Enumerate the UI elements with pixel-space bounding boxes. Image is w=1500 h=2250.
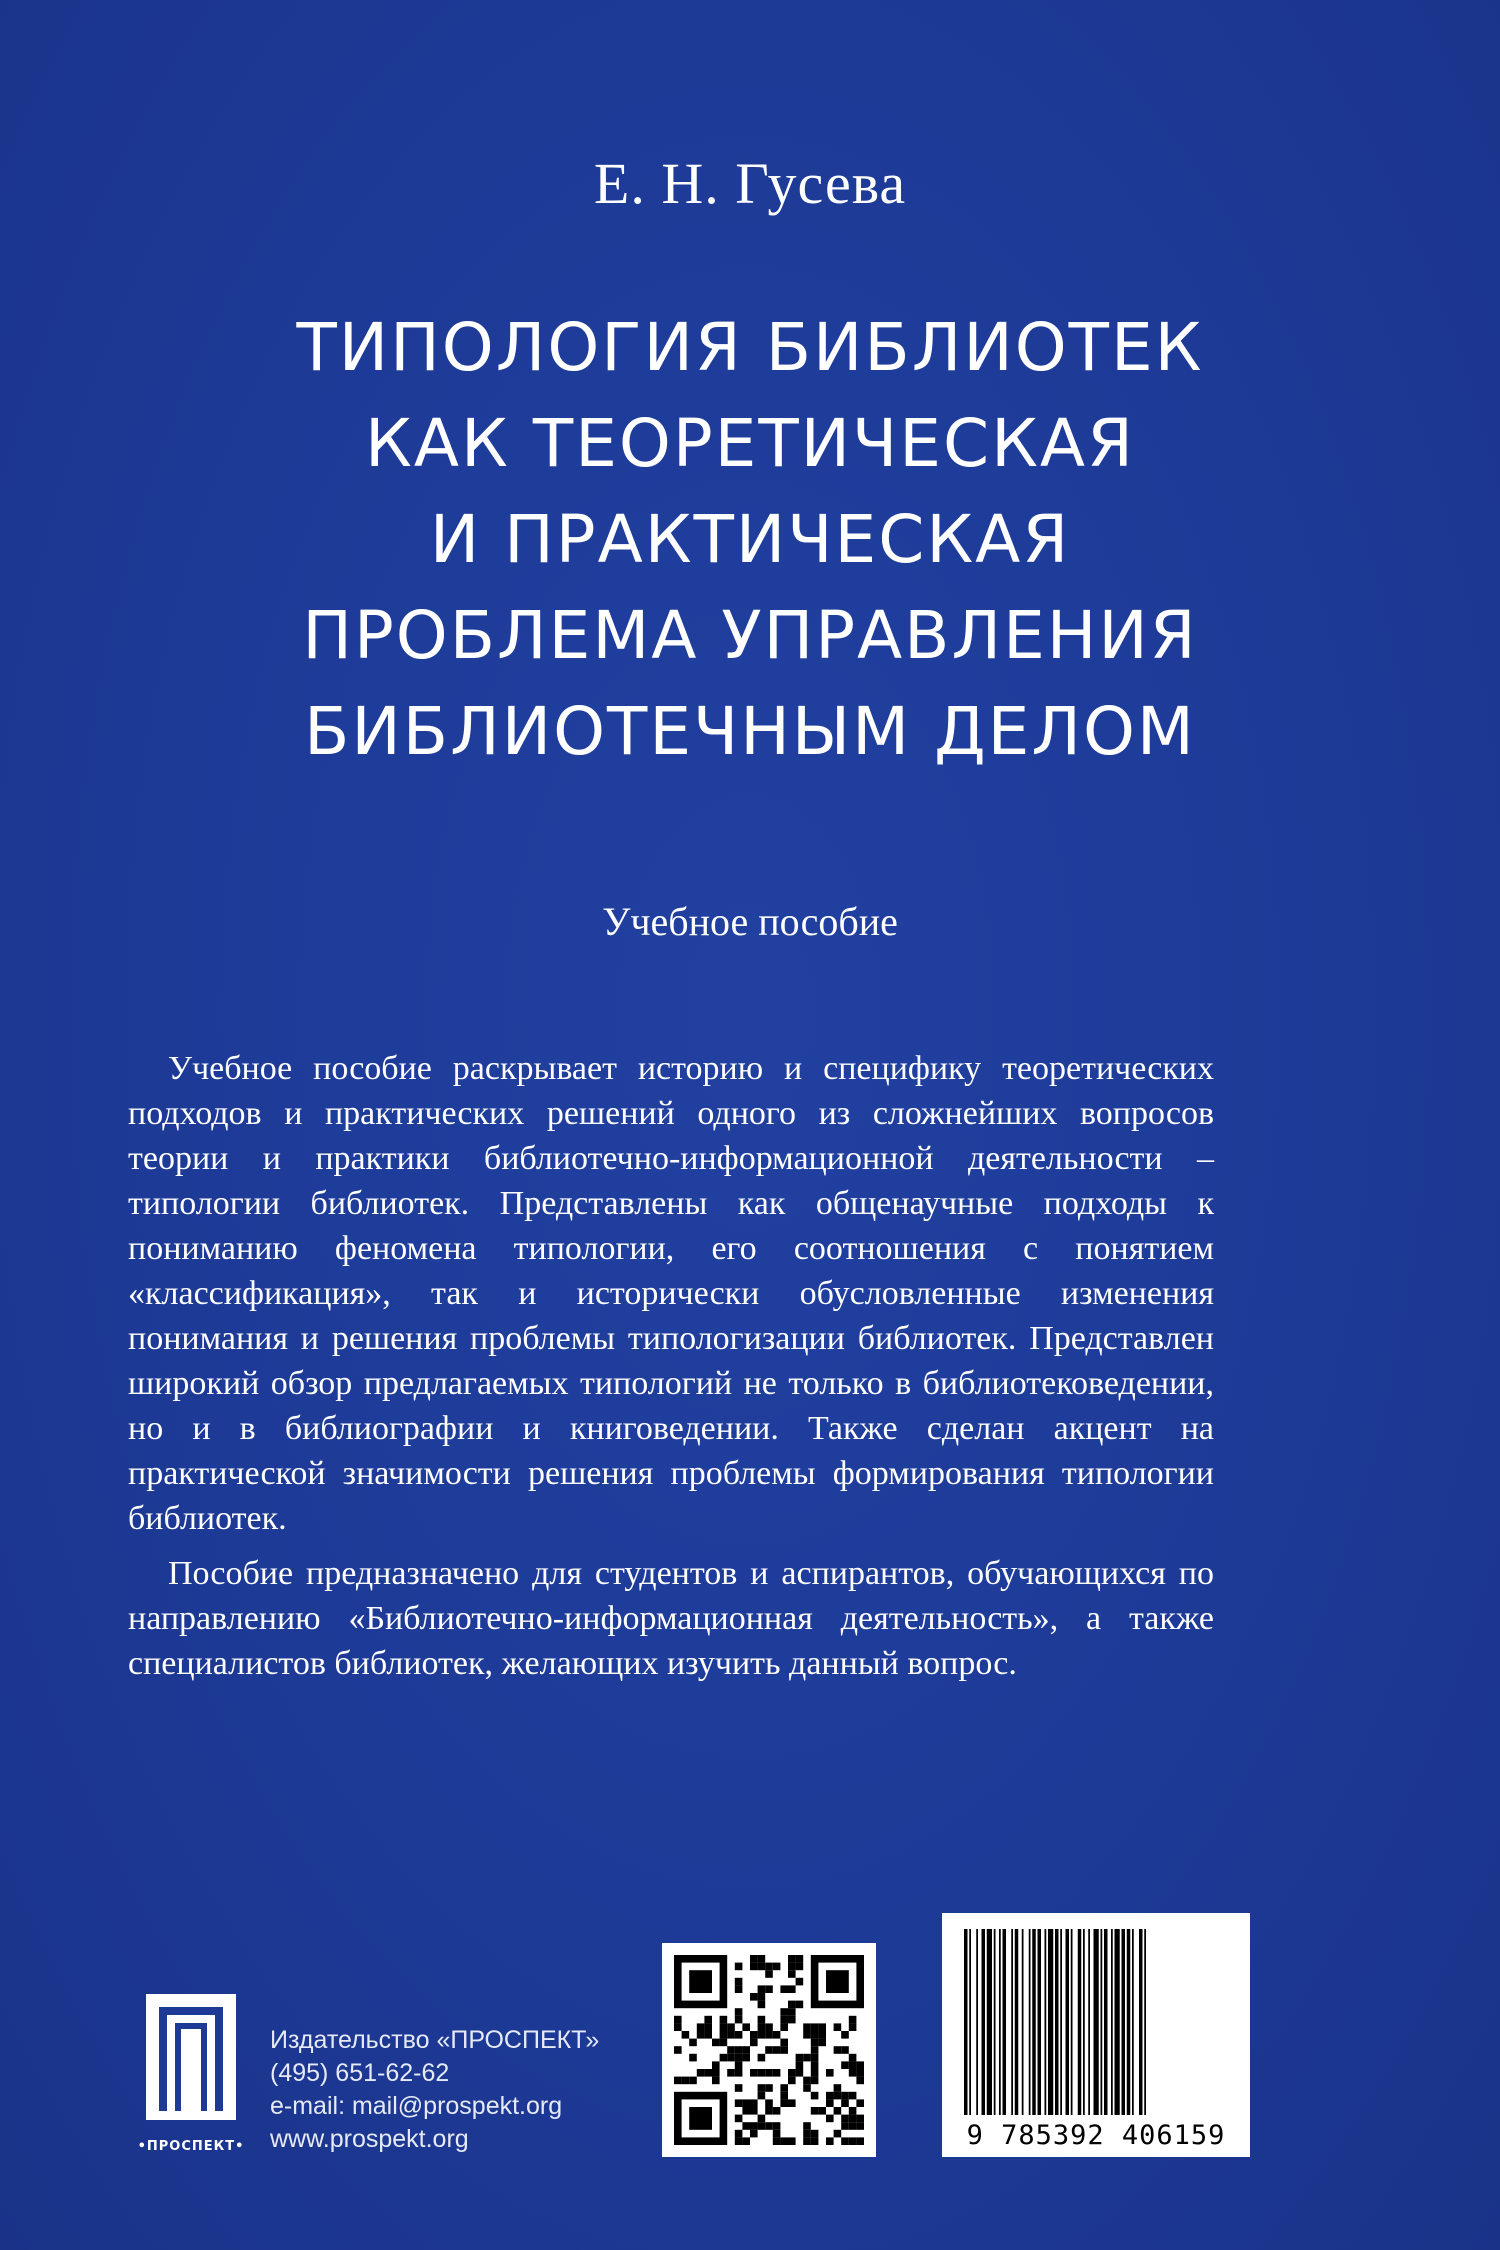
publisher-info — [270, 2024, 599, 2156]
qr-code-icon — [662, 1943, 876, 2157]
logo-label: •ПРОСПЕКТ• — [137, 2139, 245, 2154]
book-subtitle: Учебное пособие — [602, 899, 898, 944]
publisher-name: Издательство «ПРОСПЕКТ» — [270, 2026, 600, 2054]
publisher-phone: (495) 651-62-62 — [270, 2059, 450, 2087]
author-name: Е. Н. Гусева — [593, 151, 907, 216]
annotation-paragraph-2: Пособие предназначено для студентов и аспирантов, обучающихся по направлению «Библиотечно-информационная деятельность», а также специалистов библиотек, желающих изучить данный вопрос. — [128, 1555, 1214, 1682]
title-line-3: И ПРАКТИЧЕСКАЯ — [429, 501, 1071, 578]
prospekt-logo-icon — [126, 1988, 256, 2138]
title-line-2: КАК ТЕОРЕТИЧЕСКАЯ — [365, 405, 1135, 482]
title-line-1: ТИПОЛОГИЯ БИБЛИОТЕК — [296, 309, 1204, 386]
publisher-logo — [126, 1988, 256, 2154]
publisher-email: e-mail: mail@prospekt.org — [270, 2092, 563, 2120]
isbn-barcode — [942, 1913, 1250, 2157]
annotation-paragraph-1: Учебное пособие раскрывает историю и специфику теоретических подходов и практических решений одного из сложнейших вопросов теории и практики библиотечно-информационной деятельности – типологии библиотек. Представлены как общенаучные подходы к пониманию феномена типологии, его соотношения с понятием «классификация», так и исторически обусловленные изменения понимания и решения проблемы типологизации библиотек. Представлен широкий обзор предлагаемых типологий не только в библиотековедении, но и в библиографии и книговедении. Также сделан акцент на практической значимости решения проблемы формирования типологии библиотек. — [128, 1050, 1214, 1537]
annotation — [128, 1046, 1214, 1696]
qr-code — [662, 1943, 876, 2157]
title-line-5: БИБЛИОТЕЧНЫМ ДЕЛОМ — [304, 693, 1196, 770]
publisher-website: www.prospekt.org — [270, 2125, 469, 2153]
isbn-digits: 9 785392 406159 — [966, 2120, 1226, 2151]
title-line-4: ПРОБЛЕМА УПРАВЛЕНИЯ — [302, 597, 1198, 674]
book-title — [0, 300, 1500, 780]
